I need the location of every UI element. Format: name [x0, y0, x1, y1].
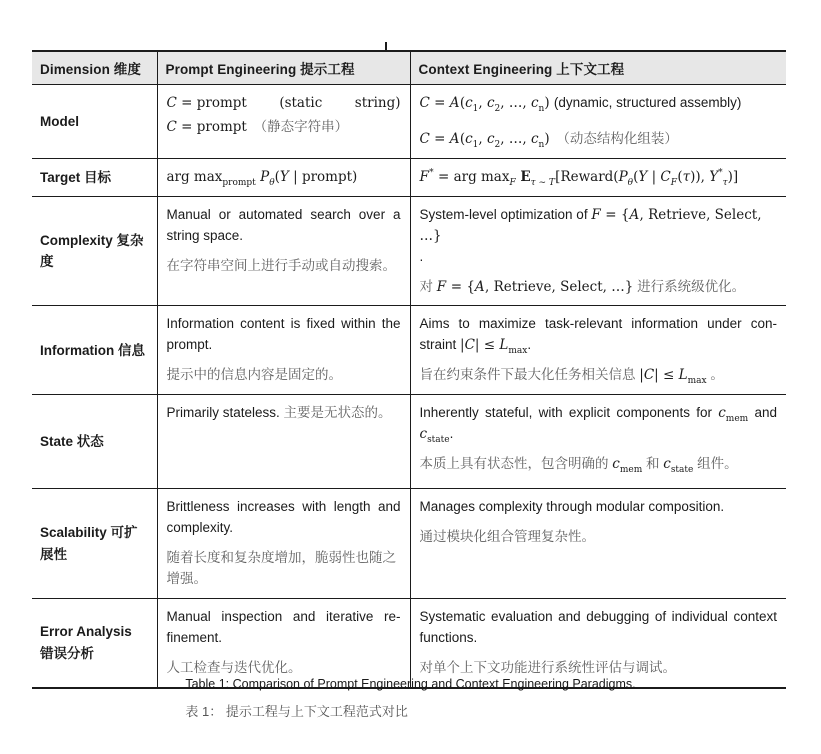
- prompt-cell: Information content is fixed within the prompt. 提示中的信息内容是固定的。: [157, 306, 410, 395]
- context-cell: Inherently stateful, with explicit components for $c_{mem}$ and $c_{state}$. 本质上具有状态性，包含明确的 $c_{mem}$ 和 $c_{state}$ 组件。: [410, 395, 786, 489]
- context-cell: $C = A(c_1$, $c_2$, …, $c_n$) (dynamic, structured assembly) $C = A(c_1$, $c_2$, …, $c_n$) （动态结构化组装）: [410, 85, 786, 159]
- dimension-label: Information 信息: [32, 306, 157, 395]
- table-row-state: [32, 395, 786, 489]
- table-row-scalability: [32, 489, 786, 599]
- dimension-label: Error Analysis 错误分析: [40, 624, 132, 661]
- context-cell: Manages complexity through modular composition. 通过模块化组合管理复杂性。: [410, 489, 786, 599]
- dimension-label: Scalability 可扩展性: [32, 489, 157, 599]
- prompt-cell: arg $\max_{prompt} P_\theta(Y$ | prompt): [157, 158, 410, 196]
- prompt-cell: Manual or automated search over a string space. 在字符串空间上进行手动或自动搜索。: [157, 196, 410, 306]
- table-row-model: [32, 85, 786, 159]
- header-dimension: Dimension 维度: [32, 51, 157, 85]
- prompt-cell: Manual inspection and iterative refinement. 人工检查与迭代优化。: [157, 598, 410, 687]
- table-row-information: [32, 306, 786, 395]
- dimension-label: State 状态: [32, 395, 157, 489]
- header-prompt-engineering: Prompt Engineering 提示工程: [157, 51, 410, 85]
- dimension-label: Model: [32, 85, 157, 159]
- context-cell: Aims to maximize task-relevant information under constraint $|C| \le L_{max}$. 旨在约束条件下最大化任务相关信息 $|C| \le L_{max}$ 。: [410, 306, 786, 395]
- prompt-cell: Primarily stateless. 主要是无状态的。: [157, 395, 410, 489]
- header-context-engineering: Context Engineering 上下文工程: [410, 51, 786, 85]
- caption-chinese: 表 1： 提示工程与上下文工程范式对比: [185, 704, 408, 719]
- dimension-label: Complexity 复杂度: [32, 196, 157, 306]
- comparison-table: [32, 50, 786, 689]
- prompt-cell: Brittleness increases with length and complexity. 随着长度和复杂度增加，脆弱性也随之增强。: [157, 489, 410, 599]
- context-cell: System-level optimization of F = {A, Retrieve, Select, …} . 对 F = {A, Retrieve, Select, …} 进行系统级优化。: [410, 196, 786, 306]
- caption-english: Table 1: Comparison of Prompt Engineering and Context Engineering Paradigms.: [185, 677, 636, 691]
- table-row-target: [32, 158, 786, 196]
- header-row: [32, 51, 786, 85]
- table-caption: [0, 677, 821, 721]
- dimension-label: Target 目标: [32, 158, 157, 196]
- comparison-table-wrap: [32, 50, 786, 689]
- context-cell: F* = arg $\max_F$ $E_{\tau \sim T}[Reward(P_\theta(Y$ | $C_F(\tau)$), $Y^*_\tau$)]: [410, 158, 786, 196]
- table-row-error-analysis: [32, 598, 786, 687]
- prompt-cell: C = prompt (static string) C = prompt （静态字符串）: [157, 85, 410, 159]
- context-cell: Systematic evaluation and debugging of individual context functions. 对单个上下文功能进行系统性评估与调试。: [410, 598, 786, 687]
- table-row-complexity: [32, 196, 786, 306]
